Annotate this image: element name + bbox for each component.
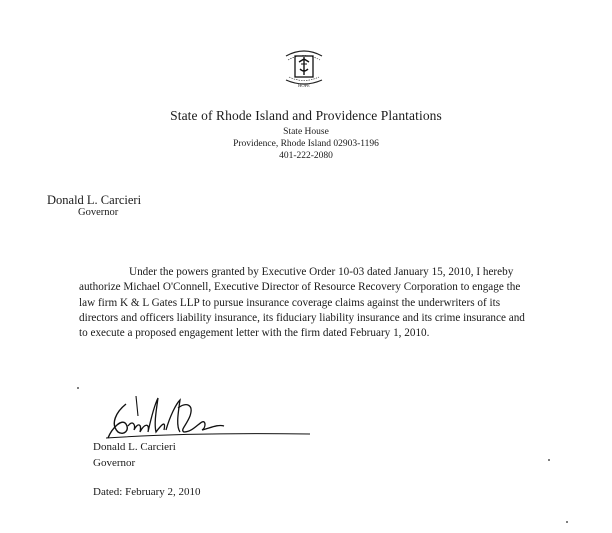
letterhead-title: State of Rhode Island and Providence Plantations: [170, 108, 442, 123]
date-line: Dated: February 2, 2010: [93, 486, 201, 498]
signatory-name: Donald L. Carcieri: [93, 441, 176, 453]
sender-title: Governor: [78, 207, 119, 218]
state-seal-icon: [280, 42, 328, 90]
letterhead-phone: 401-222-2080: [279, 151, 333, 161]
scan-speck: [566, 521, 568, 523]
svg-text:HOPE: HOPE: [298, 83, 310, 88]
scan-speck: [548, 459, 550, 461]
letterhead-building: State House: [283, 127, 329, 137]
scan-speck: [77, 387, 79, 389]
handwritten-signature: [106, 394, 311, 444]
signatory-title: Governor: [93, 457, 136, 469]
sender-name: Donald L. Carcieri: [47, 193, 142, 207]
letterhead-address: Providence, Rhode Island 02903-1196: [233, 139, 379, 149]
authorization-paragraph: Under the powers granted by Executive Order 10-03 dated January 15, 2010, I hereby authorize Michael O'Connell, Executive Director of Resource Recovery Corporation to engage the law firm K & L Gates LLP to pursue insurance coverage claims against the underwriters of its directors and officers liability insurance, its fiduciary liability insurance and its crime insurance and to execute a proposed engagement letter with the firm dated February 1, 2010.: [79, 266, 525, 340]
